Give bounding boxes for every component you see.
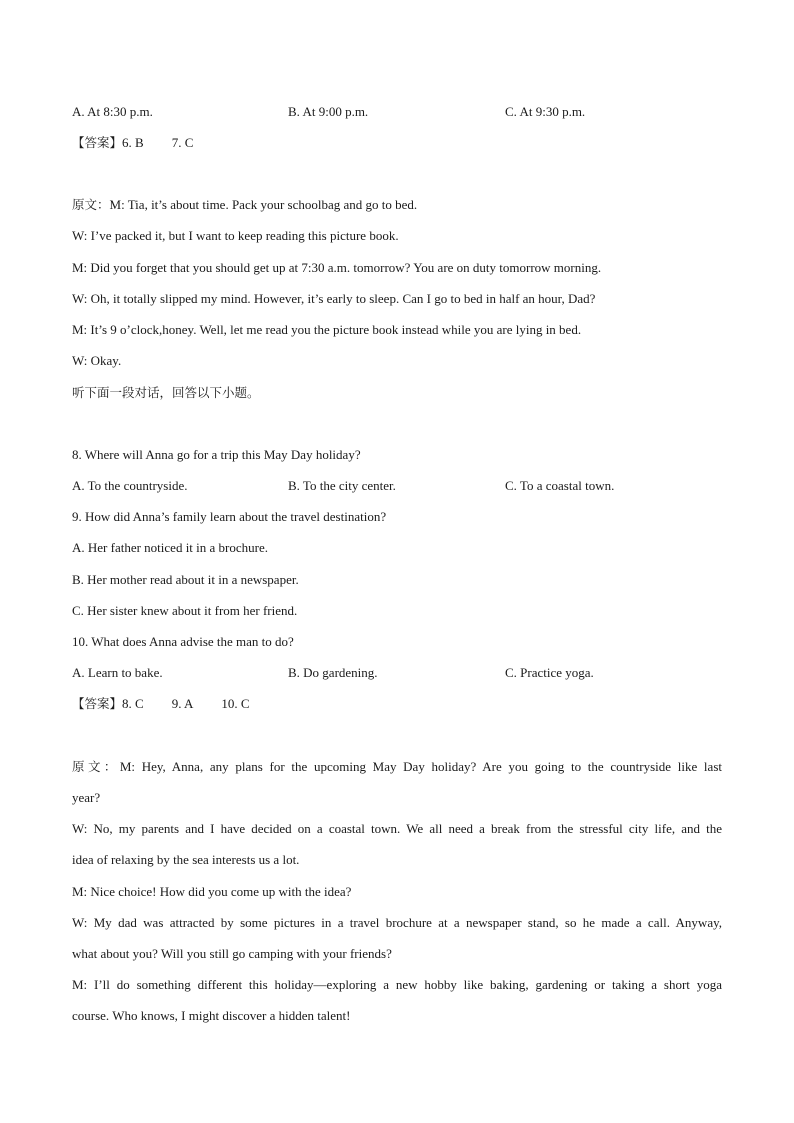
question-8-option-b: B. To the city center. <box>288 478 396 493</box>
transcript-label: 原文： <box>72 759 120 774</box>
answer-label: 【答案】 <box>72 696 123 711</box>
transcript-2-line-3: W: No, my parents and I have decided on a coastal town. We all need a break from the stressful city life, and the <box>72 821 722 836</box>
question-9-option-c: C. Her sister knew about it from her friend. <box>72 603 298 618</box>
transcript-2-line-6: W: My dad was attracted by some pictures in a travel brochure at a newspaper stand, so he made a call. Anyway, <box>72 915 722 930</box>
question-10-option-c: C. Practice yoga. <box>505 665 594 680</box>
question-8-option-c: C. To a coastal town. <box>505 478 615 493</box>
answer-label: 【答案】 <box>72 135 123 150</box>
question-8-option-a: A. To the countryside. <box>72 478 188 493</box>
transcript-2-line-1 <box>72 759 722 775</box>
transcript-1-line-1 <box>72 197 417 213</box>
transcript-1-line-2: W: I’ve packed it, but I want to keep reading this picture book. <box>72 228 399 243</box>
transcript-2-line-9: course. Who knows, I might discover a hidden talent! <box>72 1008 351 1023</box>
question-8-stem: 8. Where will Anna go for a trip this May Day holiday? <box>72 447 361 462</box>
transcript-text: M: Hey, Anna, any plans for the upcoming May Day holiday? Are you going to the countryside like last <box>119 759 722 774</box>
answer-7: 7. C <box>171 135 194 150</box>
transcript-2-line-5: M: Nice choice! How did you come up with the idea? <box>72 884 352 899</box>
transcript-1-line-5: M: It’s 9 o’clock,honey. Well, let me read you the picture book instead while you are lying in bed. <box>72 322 582 337</box>
question-10-option-b: B. Do gardening. <box>288 665 378 680</box>
answer-6-7 <box>72 135 193 151</box>
transcript-2-line-4: idea of relaxing by the sea interests us a lot. <box>72 852 300 867</box>
q7-option-a: A. At 8:30 p.m. <box>72 104 153 119</box>
transcript-1-line-6: W: Okay. <box>72 353 122 368</box>
question-10-stem: 10. What does Anna advise the man to do? <box>72 634 294 649</box>
transcript-2-line-7: what about you? Will you still go camping with your friends? <box>72 946 392 961</box>
question-9-option-b: B. Her mother read about it in a newspaper. <box>72 572 299 587</box>
transcript-1-line-3: M: Did you forget that you should get up at 7:30 a.m. tomorrow? You are on duty tomorrow morning. <box>72 260 602 275</box>
transcript-text: M: Tia, it’s about time. Pack your schoolbag and go to bed. <box>109 197 418 212</box>
transcript-2-line-8: M: I’ll do something different this holiday—exploring a new hobby like baking, gardening or taking a short yoga <box>72 977 722 992</box>
q7-option-c: C. At 9:30 p.m. <box>505 104 586 119</box>
question-9-option-a: A. Her father noticed it in a brochure. <box>72 540 269 555</box>
transcript-label: 原文： <box>72 197 110 212</box>
answer-8-10 <box>72 696 250 712</box>
q7-option-b: B. At 9:00 p.m. <box>288 104 369 119</box>
answer-10: 10. C <box>221 696 250 711</box>
transcript-2-line-2: year? <box>72 790 101 805</box>
question-10-option-a: A. Learn to bake. <box>72 665 163 680</box>
section-instruction: 听下面一段对话，回答以下小题。 <box>72 385 260 400</box>
transcript-1-line-4: W: Oh, it totally slipped my mind. However, it’s early to sleep. Can I go to bed in half an hour, Dad? <box>72 291 596 306</box>
answer-8: 8. C <box>122 696 144 711</box>
answer-9: 9. A <box>171 696 194 711</box>
question-9-stem: 9. How did Anna’s family learn about the travel destination? <box>72 509 387 524</box>
answer-6: 6. B <box>122 135 144 150</box>
